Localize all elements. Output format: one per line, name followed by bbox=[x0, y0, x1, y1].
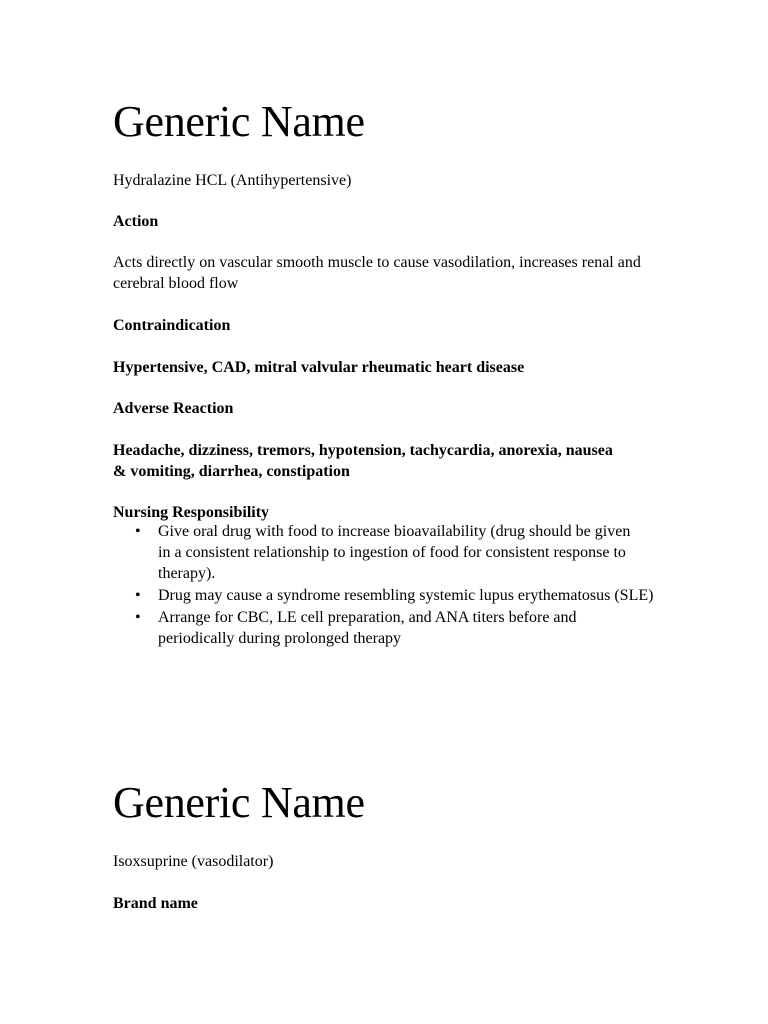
action-text: Acts directly on vascular smooth muscle to cause vasodilation, increases renal and cerebral blood flow bbox=[113, 254, 641, 292]
bullet-icon: • bbox=[135, 523, 141, 540]
list-item bbox=[113, 585, 678, 606]
list-item bbox=[113, 521, 633, 584]
list-item bbox=[113, 607, 638, 649]
nursing-responsibility-list bbox=[113, 521, 673, 650]
contraindication-text: Hypertensive, CAD, mitral valvular rheumatic heart disease bbox=[113, 359, 525, 376]
action-heading: Action bbox=[113, 213, 159, 230]
list-item-text: Give oral drug with food to increase bioavailability (drug should be given in a consistent relationship to ingestion of food for consistent response to therapy). bbox=[158, 523, 631, 582]
nursing-responsibility-heading: Nursing Responsibility bbox=[113, 504, 270, 521]
section1-title: Generic Name bbox=[113, 97, 365, 146]
contraindication-heading: Contraindication bbox=[113, 317, 231, 334]
bullet-icon: • bbox=[135, 587, 141, 604]
adverse-reaction-text: Headache, dizziness, tremors, hypotension, tachycardia, anorexia, nausea & vomiting, diarrhea, constipation bbox=[113, 442, 613, 480]
list-item-text: Drug may cause a syndrome resembling systemic lupus erythematosus (SLE) bbox=[158, 587, 654, 604]
brand-name-heading: Brand name bbox=[113, 895, 198, 912]
section2-title: Generic Name bbox=[113, 778, 365, 827]
list-item-text: Arrange for CBC, LE cell preparation, and ANA titers before and periodically during prolonged therapy bbox=[158, 609, 577, 647]
section1-drug-name: Hydralazine HCL (Antihypertensive) bbox=[113, 172, 352, 189]
adverse-reaction-heading: Adverse Reaction bbox=[113, 400, 234, 417]
bullet-icon: • bbox=[135, 609, 141, 626]
section2-drug-name: Isoxsuprine (vasodilator) bbox=[113, 853, 274, 870]
